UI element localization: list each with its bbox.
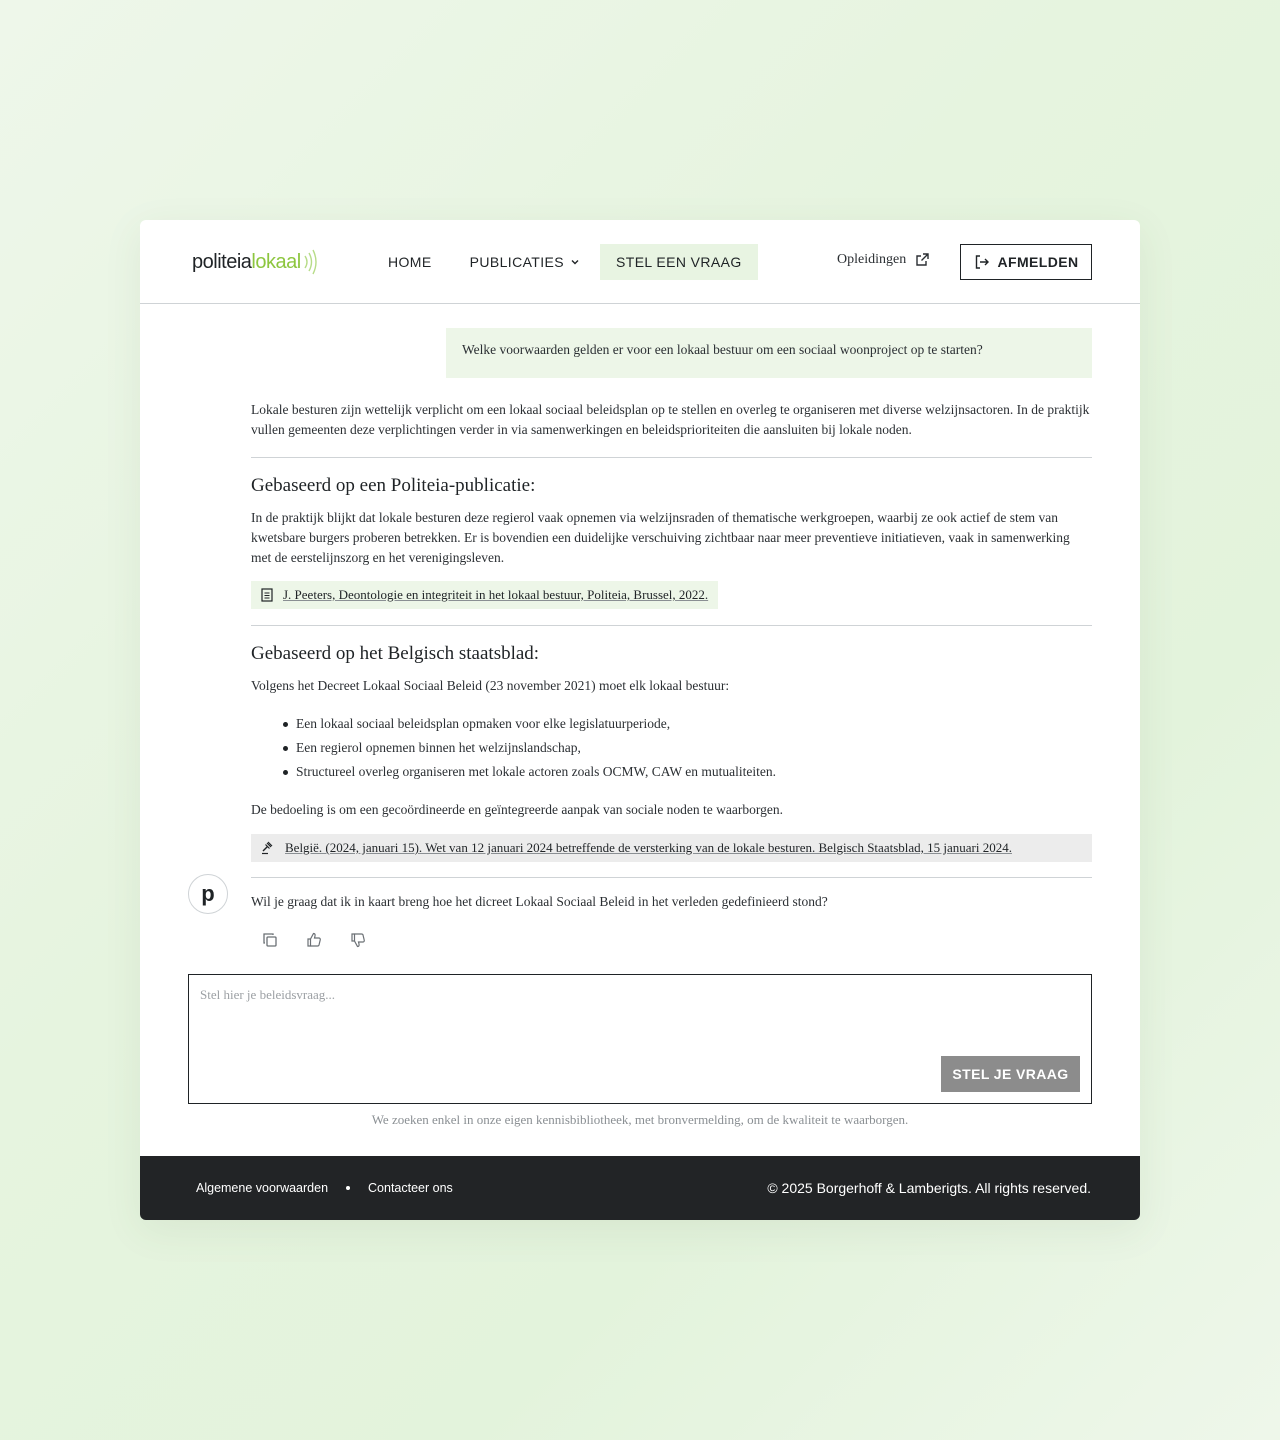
section-intro-staatsblad: Volgens het Decreet Lokaal Sociaal Beleid (23 november 2021) moet elk lokaal bestuur: xyxy=(251,678,730,693)
footer xyxy=(140,1156,1140,1220)
copy-icon xyxy=(262,932,278,948)
list-item: Een lokaal sociaal beleidsplan opmaken voor elke legislatuurperiode, xyxy=(283,712,776,736)
logout-button[interactable] xyxy=(960,244,1092,280)
divider xyxy=(251,877,1092,878)
question-composer xyxy=(188,974,1092,1104)
nav-publicaties-label: PUBLICATIES xyxy=(469,254,564,270)
sound-waves-icon xyxy=(303,249,319,275)
logout-label: AFMELDEN xyxy=(997,254,1079,270)
document-icon xyxy=(261,588,273,602)
politeia-lokaal-logo[interactable] xyxy=(192,248,319,276)
divider xyxy=(251,625,1092,626)
external-link-icon xyxy=(914,252,930,268)
thumbs-up-icon xyxy=(306,932,322,948)
assistant-avatar: p xyxy=(188,874,228,914)
question-input[interactable] xyxy=(189,975,1091,1047)
section-outro-staatsblad: De bedoeling is om een gecoördineerde en geïntegreerde aanpak van sociale noden te waarborgen. xyxy=(251,802,784,817)
list-item: Een regierol opnemen binnen het welzijnslandschap, xyxy=(283,736,776,760)
source-text-staatsblad: België. (2024, januari 15). Wet van 12 januari 2024 betreffende de versterking van de lokale besturen. Belgisch Staatsblad, 15 januari 2024. xyxy=(285,840,1012,855)
list-item: Structureel overleg organiseren met lokale actoren zoals OCMW, CAW en mutualiteiten. xyxy=(283,760,776,784)
chevron-down-icon xyxy=(570,257,580,267)
thumbs-down-button[interactable] xyxy=(348,930,368,950)
search-disclaimer: We zoeken enkel in onze eigen kennisbibliotheek, met bronvermelding, om de kwaliteit te waarborgen. xyxy=(371,1112,909,1127)
opleidingen-label: Opleidingen xyxy=(837,252,907,267)
divider xyxy=(251,457,1092,458)
thumbs-down-icon xyxy=(350,932,366,948)
nav-home[interactable]: HOME xyxy=(388,254,432,270)
user-question-bubble: Welke voorwaarden gelden er voor een lokaal bestuur om een sociaal woonproject op te starten? xyxy=(446,328,1092,378)
terms-link[interactable]: Algemene voorwaarden xyxy=(196,1181,329,1195)
source-text-publication: J. Peeters, Deontologie en integriteit in het lokaal bestuur, Politeia, Brussel, 2022. xyxy=(283,587,709,602)
logo-text-lokaal: lokaal xyxy=(251,250,301,273)
contact-link[interactable]: Contacteer ons xyxy=(368,1181,453,1195)
logo-text-politeia: politeia xyxy=(192,250,252,273)
section-heading-staatsblad: Gebaseerd op het Belgisch staatsblad: xyxy=(251,643,540,664)
nav-stel-een-vraag[interactable]: STEL EEN VRAAG xyxy=(600,244,758,280)
logout-icon xyxy=(974,254,990,270)
thumbs-up-button[interactable] xyxy=(304,930,324,950)
section-heading-publication: Gebaseerd op een Politeia-publicatie: xyxy=(251,475,536,496)
opleidingen-link[interactable] xyxy=(837,252,930,268)
footer-links xyxy=(196,1181,453,1195)
app-card xyxy=(140,220,1140,1220)
gavel-icon xyxy=(261,841,275,855)
followup-question: Wil je graag dat ik in kaart breng hoe het dicreet Lokaal Sociaal Beleid in het verleden gedefinieerd stond? xyxy=(251,894,828,909)
nav-publicaties[interactable] xyxy=(460,244,590,280)
source-link-publication[interactable] xyxy=(251,581,718,609)
message-actions xyxy=(260,930,368,950)
copy-button[interactable] xyxy=(260,930,280,950)
copyright-text: © 2025 Borgerhoff & Lamberigts. All rights reserved. xyxy=(767,1180,1091,1196)
section-body-publication: In de praktijk blijkt dat lokale besturen deze regierol vaak opnemen via welzijnsraden of thematische werkgroepen, waarbij ze ook actief de stem van kwetsbare burgers proberen betrekken. Er is bovendien een duidelijke verschuiving zichtbaar naar meer preventieve initiatieven, vaak in samenwerking met de eerstelijnszorg en het verenigingsleven. xyxy=(251,510,1070,565)
top-navigation xyxy=(140,220,1140,304)
source-link-staatsblad[interactable] xyxy=(251,834,1092,862)
footer-separator-dot xyxy=(346,1186,350,1190)
requirements-list xyxy=(283,712,776,784)
answer-intro: Lokale besturen zijn wettelijk verplicht om een lokaal sociaal beleidsplan op te stellen en overleg te organiseren met diverse welzijnsactoren. In de praktijk vullen gemeenten deze verplichtingen verder in via samenwerkingen en beleidsprioriteiten die aansluiten bij lokale noden. xyxy=(251,402,1090,437)
ask-question-button[interactable]: STEL JE VRAAG xyxy=(941,1056,1080,1092)
main-nav xyxy=(378,244,758,280)
